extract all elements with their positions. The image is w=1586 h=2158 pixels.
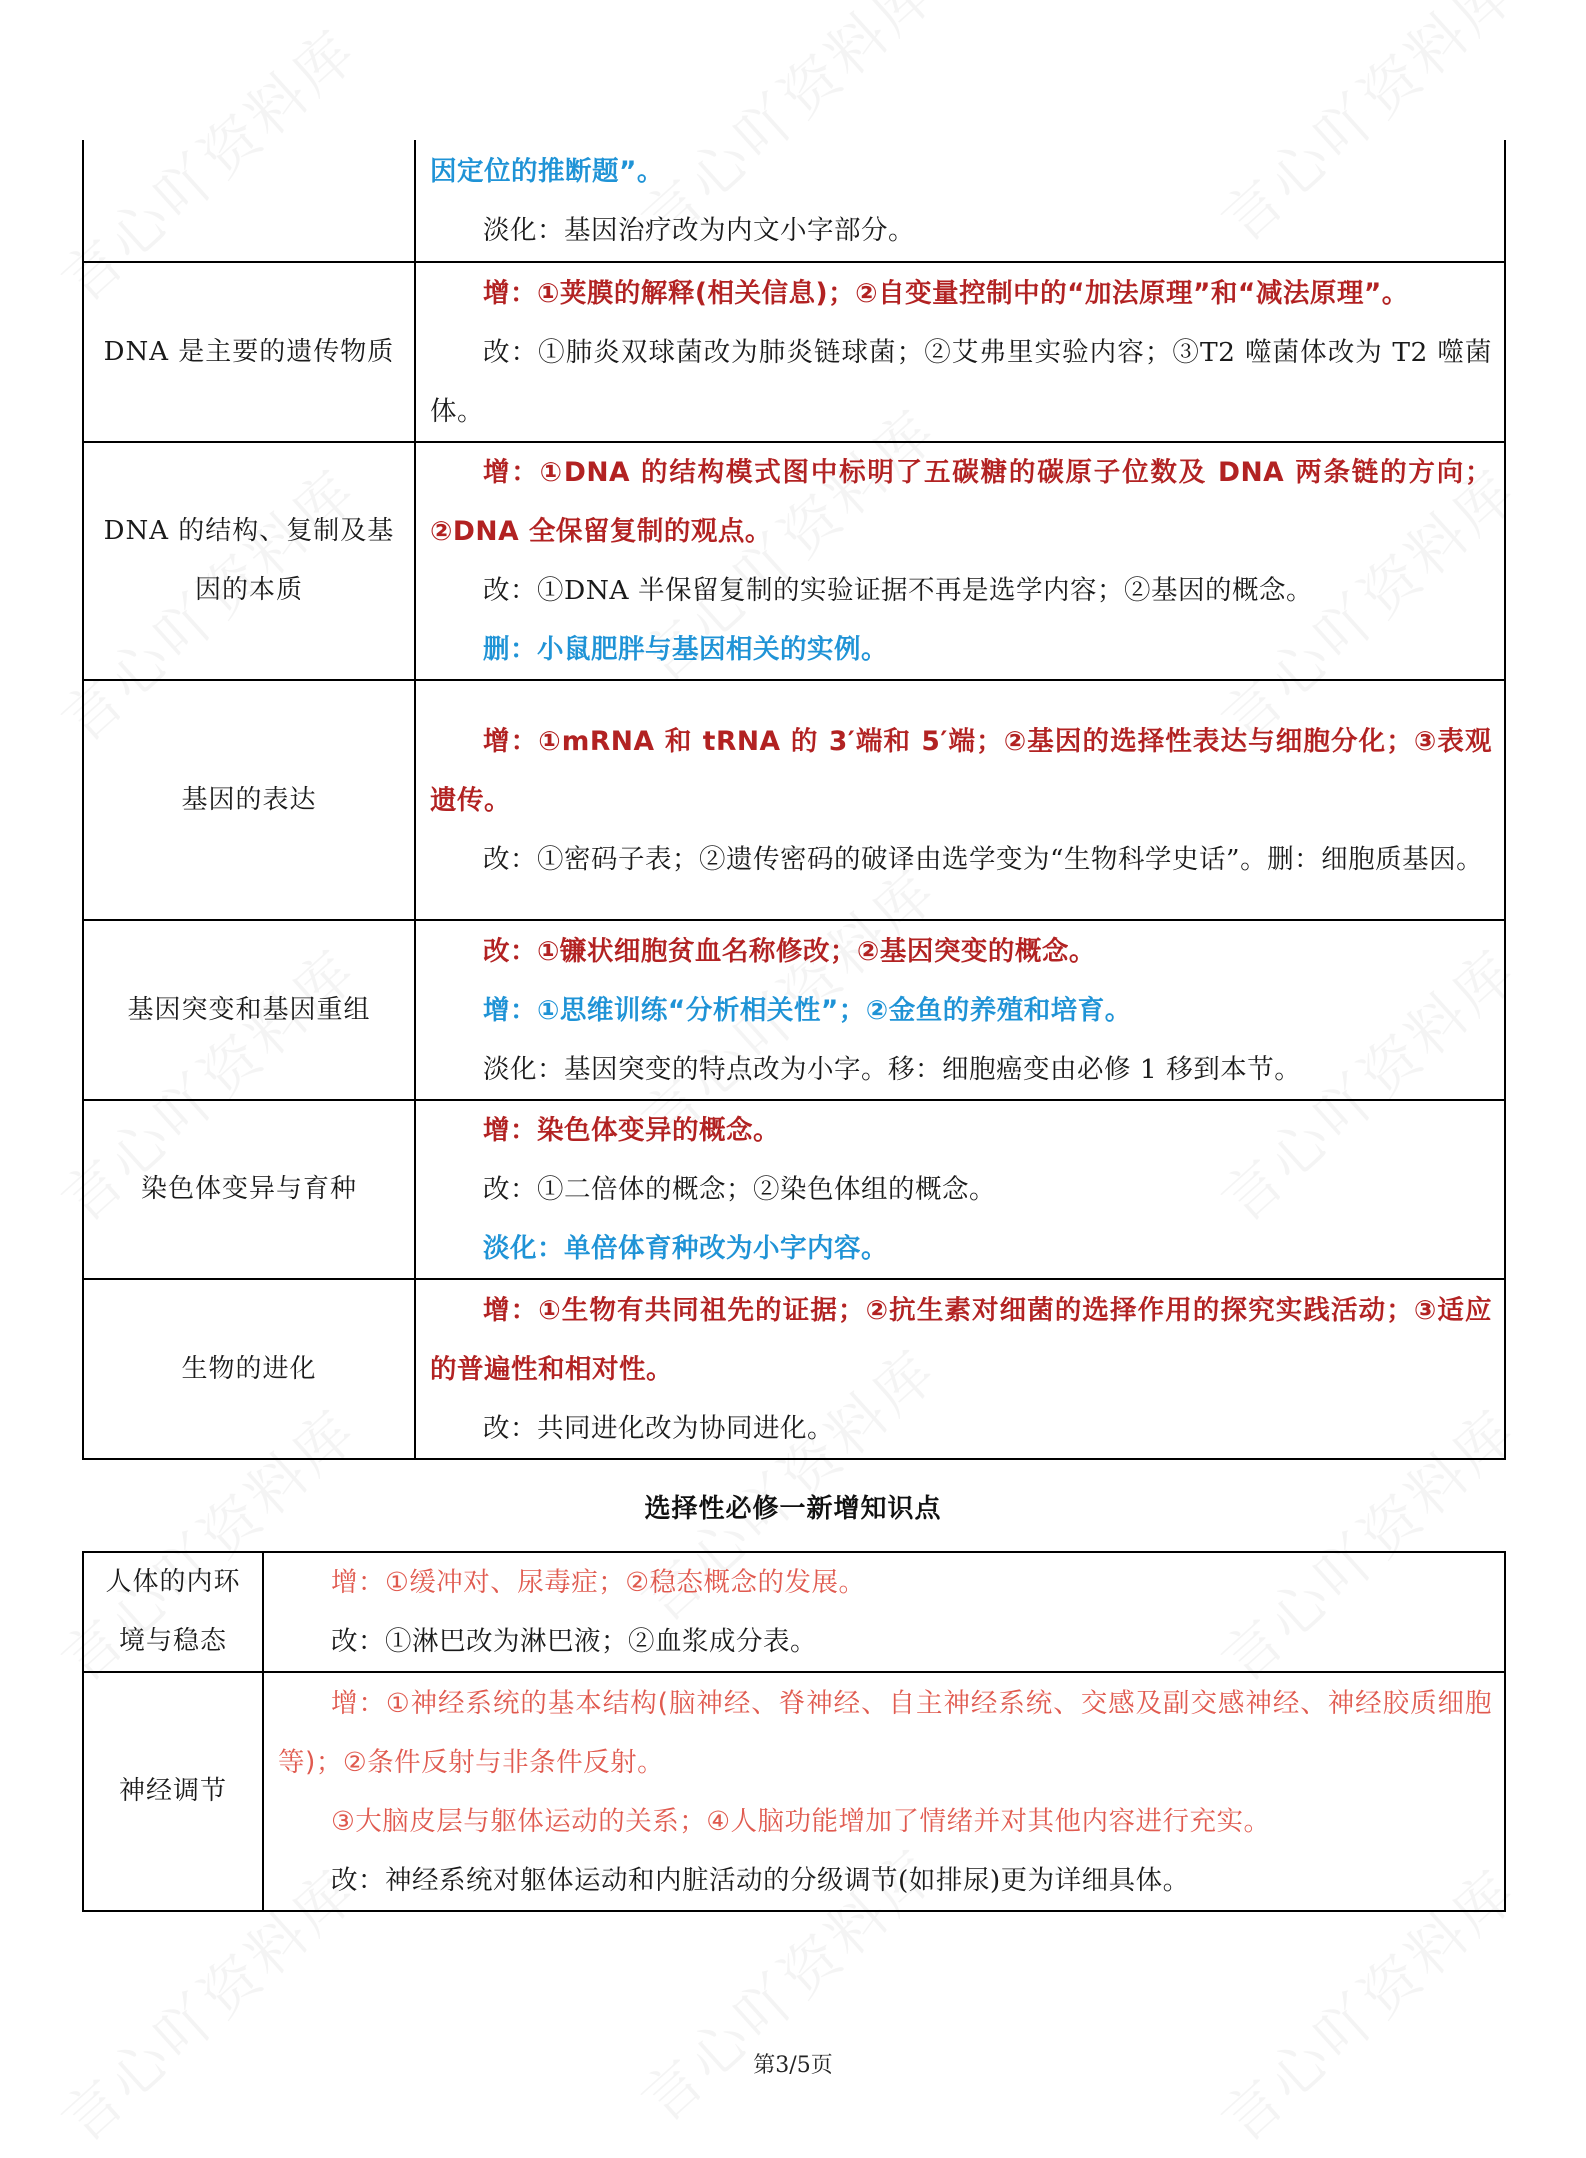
deleted-item-line: 因定位的推断题”。 bbox=[430, 155, 664, 187]
added-item-line: 增：①mRNA 和 tRNA 的 3′端和 5′端；②基因的选择性表达与细胞分化；③表观遗传。 bbox=[430, 725, 1492, 816]
detail-cell bbox=[415, 1100, 1505, 1279]
elective-one-table bbox=[82, 1551, 1506, 1912]
changed-item-line: 改：①镰状细胞贫血名称修改；②基因突变的概念。 bbox=[483, 935, 1096, 967]
changed-item-line: 改：①密码子表；②遗传密码的破译由选学变为“生物科学史话”。删：细胞质基因。 bbox=[483, 843, 1484, 875]
weakened-item-line: 淡化：基因治疗改为内文小字部分。 bbox=[483, 214, 915, 246]
detail-cell bbox=[415, 262, 1505, 442]
table-row bbox=[83, 262, 1505, 442]
knowledge-changes-table bbox=[82, 140, 1506, 1460]
added-item-line: ③大脑皮层与躯体运动的关系；④人脑功能增加了情绪并对其他内容进行充实。 bbox=[331, 1805, 1271, 1837]
weakened-item-line: 淡化：基因突变的特点改为小字。移：细胞癌变由必修 1 移到本节。 bbox=[483, 1053, 1302, 1085]
topic-cell: DNA 是主要的遗传物质 bbox=[83, 262, 415, 442]
changed-item-line: 改：①肺炎双球菌改为肺炎链球菌；②艾弗里实验内容；③T2 噬菌体改为 T2 噬菌体。 bbox=[430, 336, 1492, 427]
weakened-item-line: 淡化：单倍体育种改为小字内容。 bbox=[483, 1233, 888, 1264]
added-item-line: 增：①生物有共同祖先的证据；②抗生素对细菌的选择作用的探究实践活动；③适应的普遍性和相对性。 bbox=[430, 1294, 1492, 1385]
detail-cell bbox=[415, 1279, 1505, 1459]
deleted-item-line: 删：小鼠肥胖与基因相关的实例。 bbox=[483, 634, 888, 665]
page-number: 第3/5页 bbox=[753, 2053, 833, 2078]
table-row bbox=[83, 1672, 1505, 1911]
section-title: 选择性必修一新增知识点 bbox=[644, 1494, 942, 1524]
added-item-line: 增：①神经系统的基本结构(脑神经、脊神经、自主神经系统、交感及副交感神经、神经胶质细胞等)；②条件反射与非条件反射。 bbox=[278, 1687, 1492, 1778]
added-item-line: 增：①思维训练“分析相关性”；②金鱼的养殖和培育。 bbox=[483, 994, 1132, 1026]
detail-cell bbox=[415, 680, 1505, 920]
table-row bbox=[83, 680, 1505, 920]
table-row bbox=[83, 1279, 1505, 1459]
detail-cell bbox=[263, 1672, 1505, 1911]
detail-cell bbox=[415, 442, 1505, 680]
topic-cell bbox=[83, 140, 415, 262]
topic-cell: 神经调节 bbox=[83, 1672, 263, 1911]
added-item-line: 增：①缓冲对、尿毒症；②稳态概念的发展。 bbox=[331, 1567, 866, 1598]
table-row bbox=[83, 1100, 1505, 1279]
changed-item-line: 改：共同进化改为协同进化。 bbox=[483, 1412, 834, 1444]
topic-cell: 人体的内环境与稳态 bbox=[83, 1552, 263, 1672]
added-item-line: 增：①DNA 的结构模式图中标明了五碳糖的碳原子位数及 DNA 两条链的方向；②DNA 全保留复制的观点。 bbox=[430, 457, 1492, 547]
topic-cell: 生物的进化 bbox=[83, 1279, 415, 1459]
topic-cell: DNA 的结构、复制及基因的本质 bbox=[83, 442, 415, 680]
changed-item-line: 改：①淋巴改为淋巴液；②血浆成分表。 bbox=[331, 1626, 817, 1657]
table-row bbox=[83, 140, 1505, 262]
topic-cell: 基因的表达 bbox=[83, 680, 415, 920]
changed-item-line: 改：神经系统对躯体运动和内脏活动的分级调节(如排尿)更为详细具体。 bbox=[331, 1864, 1190, 1896]
table-row bbox=[83, 1552, 1505, 1672]
detail-cell bbox=[415, 920, 1505, 1100]
changed-item-line: 改：①DNA 半保留复制的实验证据不再是选学内容；②基因的概念。 bbox=[483, 575, 1313, 606]
table-row bbox=[83, 920, 1505, 1100]
topic-cell: 染色体变异与育种 bbox=[83, 1100, 415, 1279]
detail-cell bbox=[263, 1552, 1505, 1672]
table-row bbox=[83, 442, 1505, 680]
added-item-line: 增：①荚膜的解释(相关信息)；②自变量控制中的“加法原理”和“减法原理”。 bbox=[483, 277, 1409, 309]
detail-cell bbox=[415, 140, 1505, 262]
added-item-line: 增：染色体变异的概念。 bbox=[483, 1115, 780, 1146]
changed-item-line: 改：①二倍体的概念；②染色体组的概念。 bbox=[483, 1174, 996, 1205]
topic-cell: 基因突变和基因重组 bbox=[83, 920, 415, 1100]
